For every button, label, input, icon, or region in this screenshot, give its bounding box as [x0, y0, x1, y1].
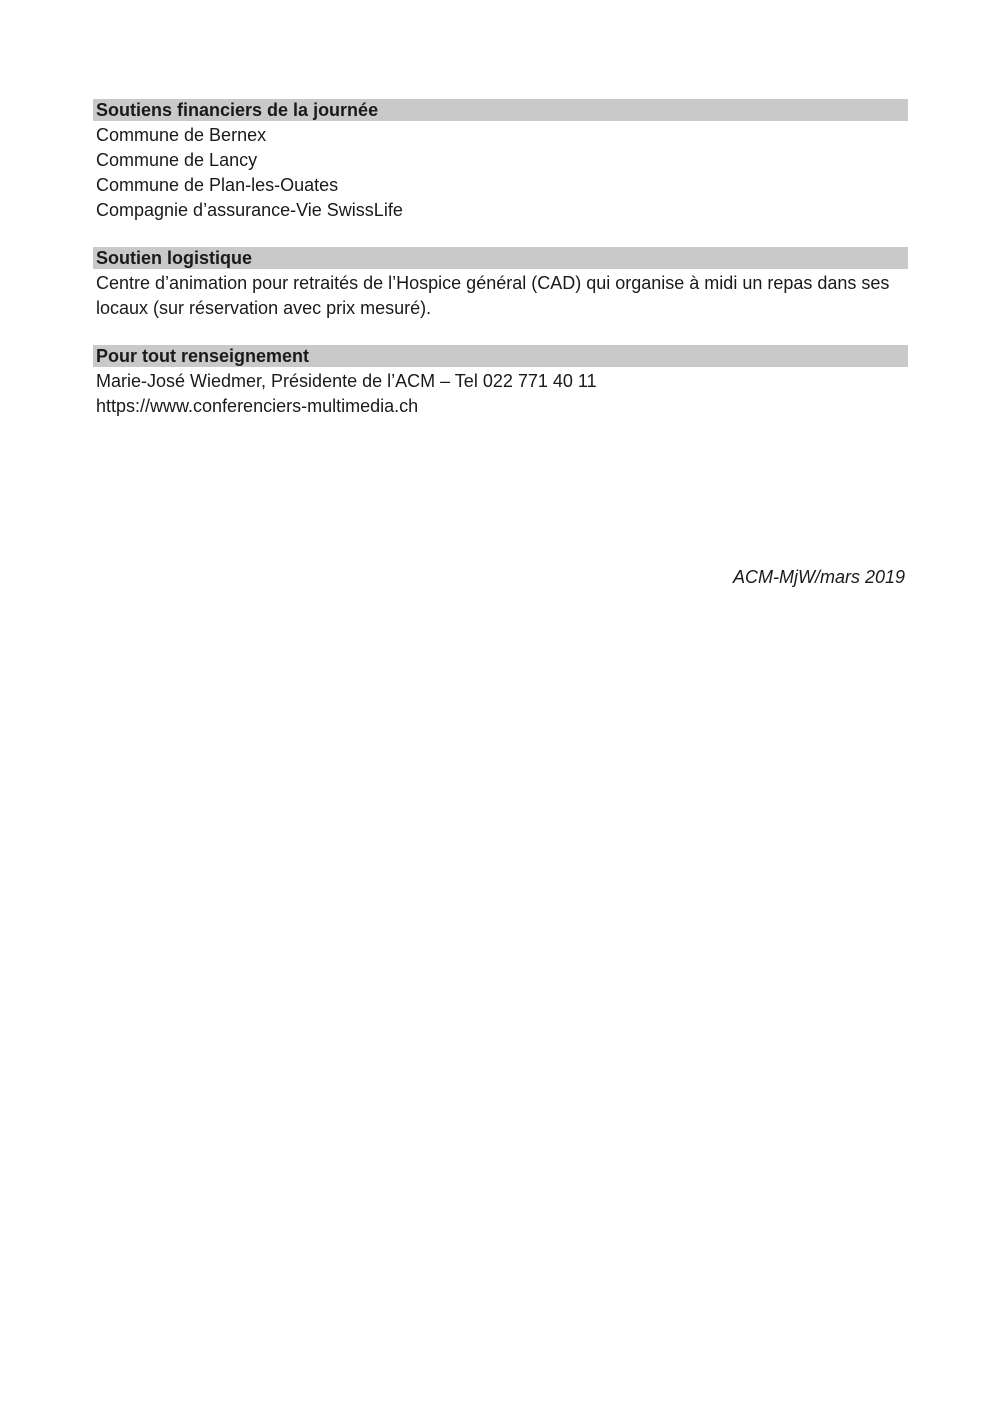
sponsor-line: Commune de Lancy: [96, 150, 258, 170]
section-heading-logistics-support: Soutien logistique: [93, 247, 908, 269]
sponsor-line: Compagnie d’assurance-Vie SwissLife: [96, 200, 403, 220]
section-heading-contact-info: Pour tout renseignement: [93, 345, 908, 367]
contact-person-line: Marie-José Wiedmer, Présidente de l’ACM – Tel 022 771 40 11: [96, 371, 597, 391]
sponsor-line: Commune de Plan-les-Ouates: [96, 175, 339, 195]
logistics-paragraph: Centre d’animation pour retraités de l’Hospice général (CAD) qui organise à midi un repas dans ses locaux (sur réservation avec prix mesuré).: [96, 273, 890, 318]
section-financial-supporters: [93, 99, 908, 223]
document-content: [93, 99, 908, 590]
sponsor-line: Commune de Bernex: [96, 125, 267, 145]
website-url: https://www.conferenciers-multimedia.ch: [96, 396, 419, 416]
document-signature: ACM-MjW/mars 2019: [732, 567, 905, 587]
section-logistics-support: [93, 247, 908, 321]
section-contact-info: [93, 345, 908, 419]
section-heading-financial-supporters: Soutiens financiers de la journée: [93, 99, 908, 121]
